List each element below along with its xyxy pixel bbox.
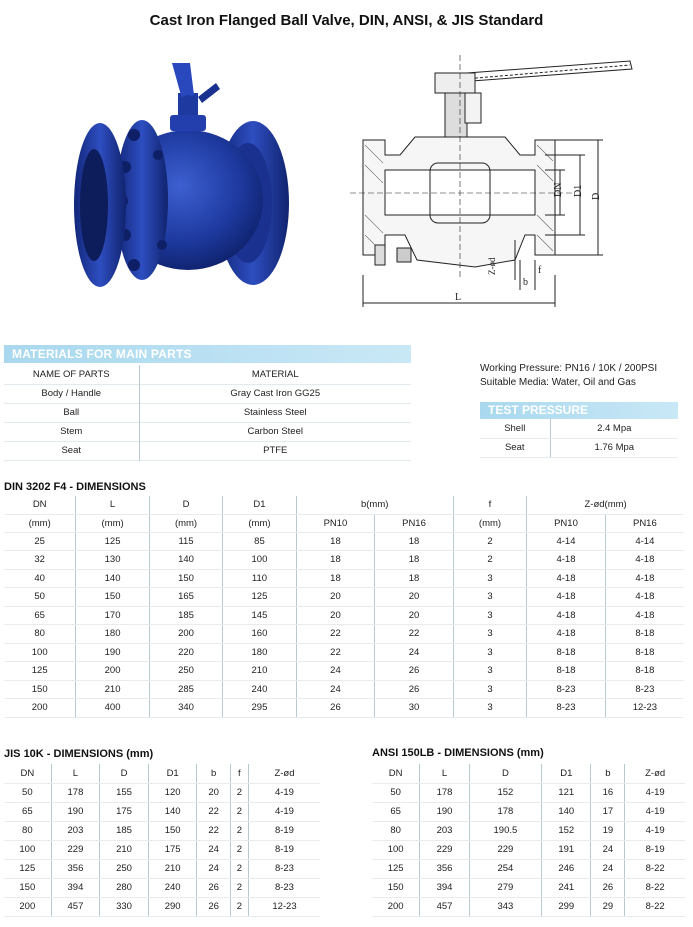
table-cell: 18 (296, 569, 375, 588)
table-cell: 200 (4, 699, 76, 718)
working-info (480, 362, 657, 390)
table-cell: 229 (469, 840, 541, 859)
page-title: Cast Iron Flanged Ball Valve, DIN, ANSI, & JIS Standard (149, 12, 544, 29)
table-row (480, 438, 678, 457)
table-header-cell: PN10 (527, 514, 606, 532)
table-cell: 3 (453, 569, 526, 588)
table-cell: 457 (51, 897, 100, 916)
table-header-row (372, 764, 685, 783)
table-cell: 178 (420, 783, 469, 802)
table-cell: 2 (230, 878, 248, 897)
table-cell: 4-14 (527, 532, 606, 551)
table-cell: 8-23 (527, 680, 606, 699)
din-title: DIN 3202 F4 - DIMENSIONS (4, 481, 146, 493)
table-cell: 8-22 (625, 897, 685, 916)
valve-photo (70, 55, 300, 300)
table-cell: 250 (100, 859, 149, 878)
table-cell: 210 (148, 859, 197, 878)
table-cell: 130 (76, 551, 149, 570)
suitable-media: Suitable Media: Water, Oil and Gas (480, 377, 636, 388)
table-cell: 17 (591, 802, 625, 821)
table-cell: 200 (372, 897, 420, 916)
table-cell: 200 (76, 662, 149, 681)
table-cell: 150 (4, 680, 76, 699)
table-cell: 22 (197, 802, 230, 821)
table-cell: 210 (76, 680, 149, 699)
table-cell: 180 (223, 643, 296, 662)
table-row (4, 662, 684, 681)
table-cell: 2 (230, 859, 248, 878)
table-cell: 8-22 (625, 878, 685, 897)
table-cell: 2 (453, 532, 526, 551)
table-row (372, 802, 685, 821)
table-cell: 65 (372, 802, 420, 821)
table-cell: 12-23 (605, 699, 684, 718)
table-cell: 203 (420, 821, 469, 840)
table-cell: 125 (223, 588, 296, 607)
table-cell: 8-23 (248, 878, 320, 897)
table-cell: 343 (469, 897, 541, 916)
table-cell: 150 (149, 569, 222, 588)
table-row (372, 840, 685, 859)
table-cell: 190.5 (469, 821, 541, 840)
table-cell: 3 (453, 643, 526, 662)
table-cell: 4-18 (605, 569, 684, 588)
table-cell: 18 (296, 532, 375, 551)
table-row (4, 680, 684, 699)
table-cell: 30 (375, 699, 454, 718)
table-cell: 4-19 (248, 802, 320, 821)
table-cell: 4-18 (605, 606, 684, 625)
table-cell: 356 (420, 859, 469, 878)
table-cell: 8-19 (248, 821, 320, 840)
table-row (4, 878, 320, 897)
table-cell: 155 (100, 783, 149, 802)
table-header-cell: PN16 (605, 514, 684, 532)
table-cell: 18 (375, 551, 454, 570)
table-row (4, 441, 411, 460)
table-cell: 80 (372, 821, 420, 840)
table-cell: 203 (51, 821, 100, 840)
table-cell: 200 (4, 897, 51, 916)
table-cell: 8-18 (605, 625, 684, 644)
table-cell: 210 (223, 662, 296, 681)
drawing-label-b: b (523, 277, 528, 288)
table-cell: 4-18 (605, 551, 684, 570)
table-cell: 16 (591, 783, 625, 802)
table-cell: 26 (591, 878, 625, 897)
table-cell: 20 (375, 588, 454, 607)
table-cell: 26 (197, 897, 230, 916)
table-row (372, 878, 685, 897)
table-cell: 240 (148, 878, 197, 897)
table-row (480, 419, 678, 438)
table-cell: 100 (223, 551, 296, 570)
table-cell: Stem (4, 422, 139, 441)
table-header-cell: DN (4, 496, 76, 514)
table-cell: 400 (76, 699, 149, 718)
table-cell: 180 (76, 625, 149, 644)
table-cell: 140 (149, 551, 222, 570)
table-cell: 165 (149, 588, 222, 607)
ansi-table (372, 764, 685, 917)
table-header-cell: PN10 (296, 514, 375, 532)
table-header-cell: b (591, 764, 625, 783)
table-cell: 3 (453, 699, 526, 718)
table-row (4, 384, 411, 403)
table-cell: 8-19 (248, 840, 320, 859)
table-row (372, 897, 685, 916)
table-cell: 185 (100, 821, 149, 840)
table-header-cell: D1 (223, 496, 296, 514)
table-row (4, 643, 684, 662)
table-cell: 4-19 (625, 783, 685, 802)
table-cell: 8-18 (605, 662, 684, 681)
table-row (4, 551, 684, 570)
table-row (4, 588, 684, 607)
table-cell: 240 (223, 680, 296, 699)
table-cell: 178 (51, 783, 100, 802)
table-cell: 22 (375, 625, 454, 644)
table-cell: 50 (372, 783, 420, 802)
table-header-cell: f (230, 764, 248, 783)
table-row (4, 532, 684, 551)
table-cell: 3 (453, 680, 526, 699)
table-row (4, 783, 320, 802)
table-cell: 8-22 (625, 859, 685, 878)
table-cell: 220 (149, 643, 222, 662)
materials-table (4, 365, 411, 461)
table-row (372, 783, 685, 802)
table-header-cell: b (197, 764, 230, 783)
table-cell: 394 (420, 878, 469, 897)
table-cell: 20 (296, 588, 375, 607)
table-cell: 185 (149, 606, 222, 625)
table-header-cell: (mm) (4, 514, 76, 532)
table-cell: 121 (542, 783, 591, 802)
table-cell: 4-18 (527, 569, 606, 588)
materials-col-material: MATERIAL (251, 368, 299, 380)
table-cell: 24 (197, 859, 230, 878)
table-cell: 125 (76, 532, 149, 551)
table-cell: 4-19 (625, 821, 685, 840)
table-cell: 4-14 (605, 532, 684, 551)
table-row (4, 365, 411, 384)
table-header-cell: Z-ød(mm) (527, 496, 684, 514)
table-cell: 24 (591, 859, 625, 878)
table-row (4, 859, 320, 878)
table-cell: 3 (453, 625, 526, 644)
table-cell: 24 (375, 643, 454, 662)
table-cell: 295 (223, 699, 296, 718)
table-cell: 190 (51, 802, 100, 821)
table-cell: 299 (542, 897, 591, 916)
table-header-cell: f (453, 496, 526, 514)
table-cell: 140 (542, 802, 591, 821)
table-cell: 8-18 (527, 662, 606, 681)
table-cell: 24 (591, 840, 625, 859)
table-cell: 19 (591, 821, 625, 840)
table-cell: 4-18 (527, 551, 606, 570)
table-header-row (4, 764, 320, 783)
table-header-cell: (mm) (223, 514, 296, 532)
table-cell: 80 (4, 821, 51, 840)
table-cell: 125 (372, 859, 420, 878)
table-cell: 2 (230, 897, 248, 916)
table-cell: 152 (469, 783, 541, 802)
table-cell: 120 (148, 783, 197, 802)
table-cell: 8-18 (527, 643, 606, 662)
table-cell: 18 (296, 551, 375, 570)
table-cell: 24 (197, 840, 230, 859)
table-cell: 22 (296, 643, 375, 662)
table-cell: PTFE (263, 445, 288, 456)
table-cell: 8-23 (248, 859, 320, 878)
table-row (4, 625, 684, 644)
table-cell: 330 (100, 897, 149, 916)
table-cell: 24 (296, 680, 375, 699)
table-cell: 3 (453, 606, 526, 625)
table-cell: 279 (469, 878, 541, 897)
table-cell: 110 (223, 569, 296, 588)
table-cell: Stainless Steel (243, 407, 307, 418)
table-cell: 4-18 (605, 588, 684, 607)
table-cell: 241 (542, 878, 591, 897)
table-header-cell: (mm) (453, 514, 526, 532)
table-header-cell: DN (372, 764, 420, 783)
table-cell: Ball (4, 403, 139, 422)
table-cell: 3 (453, 662, 526, 681)
materials-col-name: NAME OF PARTS (4, 365, 139, 384)
table-cell: 175 (100, 802, 149, 821)
table-cell: 18 (375, 569, 454, 588)
table-header-cell: Z-ød (625, 764, 685, 783)
table-cell: 26 (375, 662, 454, 681)
table-cell: Carbon Steel (247, 426, 303, 437)
drawing-label-d: D (591, 192, 602, 200)
table-header-cell: b(mm) (296, 496, 453, 514)
table-cell: 2 (453, 551, 526, 570)
table-cell: Seat (480, 438, 550, 457)
table-cell: 50 (4, 588, 76, 607)
table-cell: 29 (591, 897, 625, 916)
jis-table (4, 764, 320, 917)
table-header-cell: D (149, 496, 222, 514)
table-cell: 22 (296, 625, 375, 644)
table-header-cell: (mm) (149, 514, 222, 532)
table-row (372, 821, 685, 840)
table-cell: 175 (148, 840, 197, 859)
table-cell: 250 (149, 662, 222, 681)
table-cell: 145 (223, 606, 296, 625)
table-cell: 200 (149, 625, 222, 644)
table-cell: 115 (149, 532, 222, 551)
table-cell: 254 (469, 859, 541, 878)
table-row (4, 840, 320, 859)
table-cell: 246 (542, 859, 591, 878)
table-cell: Gray Cast Iron GG25 (230, 388, 321, 399)
table-cell: 280 (100, 878, 149, 897)
table-cell: 356 (51, 859, 100, 878)
table-cell: 140 (76, 569, 149, 588)
valve-drawing (345, 45, 640, 325)
table-cell: 8-23 (527, 699, 606, 718)
table-cell: 65 (4, 606, 76, 625)
table-header-cell: D (100, 764, 149, 783)
table-cell: 290 (148, 897, 197, 916)
table-cell: 285 (149, 680, 222, 699)
table-row (4, 821, 320, 840)
table-cell: 26 (197, 878, 230, 897)
table-header-cell: D1 (542, 764, 591, 783)
din-table (4, 496, 684, 718)
table-row (4, 422, 411, 441)
materials-header: MATERIALS FOR MAIN PARTS (4, 345, 411, 363)
drawing-label-f: f (538, 265, 542, 276)
table-cell: 80 (4, 625, 76, 644)
table-cell: 4-18 (527, 588, 606, 607)
table-cell: 125 (4, 859, 51, 878)
table-row (4, 897, 320, 916)
table-cell: Body / Handle (4, 384, 139, 403)
table-cell: 190 (420, 802, 469, 821)
table-cell: 2 (230, 821, 248, 840)
table-row (4, 699, 684, 718)
table-cell: 8-18 (605, 643, 684, 662)
table-cell: 85 (223, 532, 296, 551)
table-cell: 152 (542, 821, 591, 840)
table-cell: 20 (296, 606, 375, 625)
table-cell: 1.76 Mpa (550, 438, 678, 457)
table-cell: 2 (230, 783, 248, 802)
table-header-cell: L (420, 764, 469, 783)
table-header-cell: (mm) (76, 514, 149, 532)
table-cell: 12-23 (248, 897, 320, 916)
table-cell: 20 (197, 783, 230, 802)
ansi-title: ANSI 150LB - DIMENSIONS (mm) (372, 747, 544, 759)
table-cell: 150 (76, 588, 149, 607)
table-cell: 210 (100, 840, 149, 859)
table-cell: 100 (4, 840, 51, 859)
table-cell: 4-18 (527, 625, 606, 644)
drawing-label-z: Z-ød (487, 257, 497, 275)
table-cell: 4-19 (248, 783, 320, 802)
table-cell: 340 (149, 699, 222, 718)
test-pressure-table (480, 419, 678, 458)
table-cell: 394 (51, 878, 100, 897)
table-cell: 22 (197, 821, 230, 840)
table-row (4, 569, 684, 588)
table-cell: Shell (480, 419, 550, 438)
table-cell: 3 (453, 588, 526, 607)
table-cell: 20 (375, 606, 454, 625)
table-cell: 50 (4, 783, 51, 802)
table-cell: 65 (4, 802, 51, 821)
table-header-cell: D1 (148, 764, 197, 783)
table-cell: 191 (542, 840, 591, 859)
table-cell: 2.4 Mpa (550, 419, 678, 438)
table-header-cell: Z-ød (248, 764, 320, 783)
table-cell: 4-19 (625, 802, 685, 821)
table-row (4, 802, 320, 821)
table-row (372, 859, 685, 878)
table-cell: 8-19 (625, 840, 685, 859)
table-cell: 8-23 (605, 680, 684, 699)
jis-title: JIS 10K - DIMENSIONS (mm) (4, 748, 154, 760)
table-cell: 229 (420, 840, 469, 859)
table-cell: 26 (296, 699, 375, 718)
working-pressure: Working Pressure: PN16 / 10K / 200PSI (480, 363, 658, 374)
table-cell: 18 (375, 532, 454, 551)
test-pressure-header: TEST PRESSURE (480, 402, 678, 419)
table-cell: 170 (76, 606, 149, 625)
table-cell: 178 (469, 802, 541, 821)
table-cell: 40 (4, 569, 76, 588)
table-cell: 26 (375, 680, 454, 699)
table-cell: 150 (148, 821, 197, 840)
table-header-row (4, 496, 684, 514)
table-cell: 32 (4, 551, 76, 570)
table-cell: 4-18 (527, 606, 606, 625)
drawing-label-d1: D1 (573, 184, 584, 197)
drawing-label-dn: DN (553, 182, 564, 197)
table-cell: 229 (51, 840, 100, 859)
table-header-cell: PN16 (375, 514, 454, 532)
table-cell: 100 (4, 643, 76, 662)
table-row (4, 606, 684, 625)
table-cell: 150 (372, 878, 420, 897)
table-cell: 100 (372, 840, 420, 859)
table-cell: 190 (76, 643, 149, 662)
table-cell: Seat (4, 441, 139, 460)
drawing-label-l: L (455, 292, 462, 303)
table-cell: 24 (296, 662, 375, 681)
table-cell: 160 (223, 625, 296, 644)
table-header-cell: D (469, 764, 541, 783)
table-cell: 2 (230, 802, 248, 821)
table-header-cell: L (76, 496, 149, 514)
table-cell: 125 (4, 662, 76, 681)
table-row (4, 403, 411, 422)
table-cell: 2 (230, 840, 248, 859)
table-cell: 457 (420, 897, 469, 916)
table-cell: 150 (4, 878, 51, 897)
table-header-cell: L (51, 764, 100, 783)
table-header-row (4, 514, 684, 532)
table-cell: 140 (148, 802, 197, 821)
table-cell: 25 (4, 532, 76, 551)
table-header-cell: DN (4, 764, 51, 783)
